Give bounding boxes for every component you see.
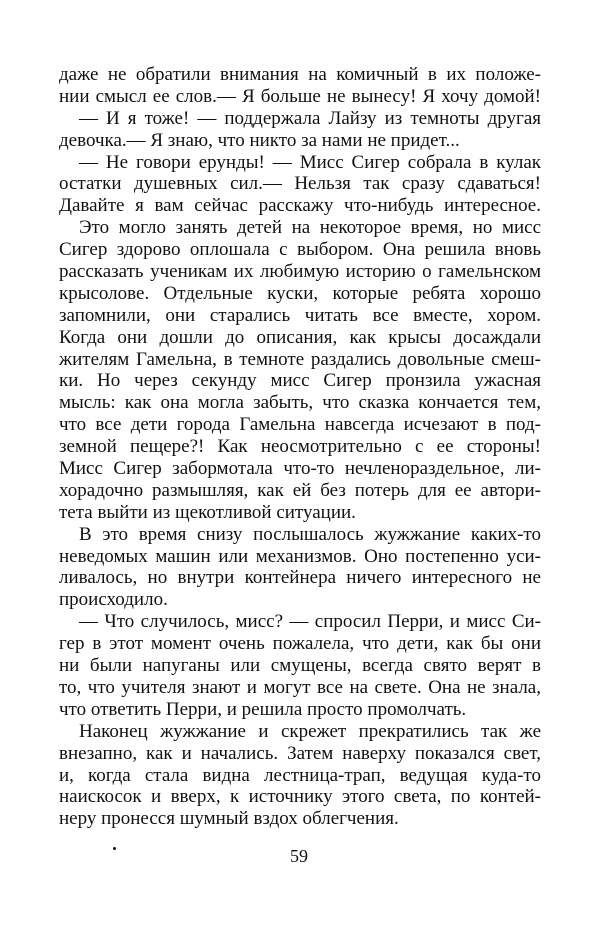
text-line: тета выйти из щекотливой ситуации. (59, 501, 356, 523)
text-line: Сигер здорово оплошала с выбором. Она решила вновь (59, 239, 541, 261)
text-line: то, что учителя знают и могут все на свете. Она не знала, (59, 676, 541, 698)
text-line: остатки душевных сил.— Нельзя так сразу сдаваться! (59, 173, 541, 195)
text-line: неру пронесся шумный вздох облегчения. (59, 808, 399, 830)
text-line: что ответить Перри, и решила просто промолчать. (59, 698, 467, 720)
text-line: даже не обратили внимания на комичный в их положе- (59, 64, 541, 85)
text-line: происходило. (59, 589, 168, 611)
text-line: — И я тоже! — поддержала Лайзу из темноты другая (79, 107, 541, 129)
text-line: ки. Но через секунду мисс Сигер пронзила ужасная (59, 370, 541, 392)
text-line: Наконец жужжание и скрежет прекратились так же (79, 720, 541, 742)
text-line: и, когда стала видна лестница-трап, ведущая куда-то (59, 764, 541, 786)
text-line: нии смысл ее слов.— Я больше не вынесу! Я хочу домой! (59, 85, 541, 107)
text-line: ливалось, но внутри контейнера ничего интересного не (59, 567, 541, 589)
text-line: гер в этот момент очень пожалела, что дети, как бы они (59, 633, 541, 655)
text-line: Это могло занять детей на некоторое время, но мисс (79, 217, 541, 239)
text-line: — Не говори ерунды! — Мисс Сигер собрала в кулак (79, 151, 541, 173)
text-line: — Что случилось, мисс? — спросил Перри, и мисс Си- (79, 611, 541, 633)
text-line: В это время снизу послышалось жужжание каких-то (79, 523, 541, 545)
text-line: мысль: как она могла забыть, что сказка кончается тем, (59, 392, 541, 414)
text-line: ни были напуганы или смущены, всегда свято верят в (59, 655, 541, 677)
text-line: что все дети города Гамельна навсегда исчезают в под- (59, 414, 541, 436)
text-line: Давайте я вам сейчас расскажу что-нибудь интересное. (59, 195, 541, 217)
page-number: 59 (290, 846, 308, 866)
text-line: крысолове. Отдельные куски, которые ребята хорошо (59, 282, 541, 304)
text-line: рассказать ученикам их любимую историю о гамельнском (59, 261, 541, 283)
speck-mark (113, 847, 116, 850)
text-line: Мисс Сигер забормотала что-то нечленораздельное, ли- (59, 458, 541, 480)
text-line: внезапно, как и начались. Затем наверху показался свет, (59, 742, 541, 764)
text-line: девочка.— Я знаю, что никто за нами не придет... (59, 129, 460, 151)
page-text (59, 64, 541, 830)
text-line: неведомых машин или механизмов. Оно постепенно уси- (59, 545, 541, 567)
text-line: земной пещере?! Как неосмотрительно с ее стороны! (59, 436, 541, 458)
text-line: запомнили, они старались читать все вместе, хором. (59, 304, 541, 326)
text-line: наискосок и вверх, к источнику этого света, по контей- (59, 786, 541, 808)
text-line: хорадочно размышляя, как ей без потерь для ее автори- (59, 479, 541, 501)
text-line: Когда они дошли до описания, как крысы досаждали (59, 326, 541, 348)
text-line: жителям Гамельна, в темноте раздались довольные смеш- (59, 348, 541, 370)
